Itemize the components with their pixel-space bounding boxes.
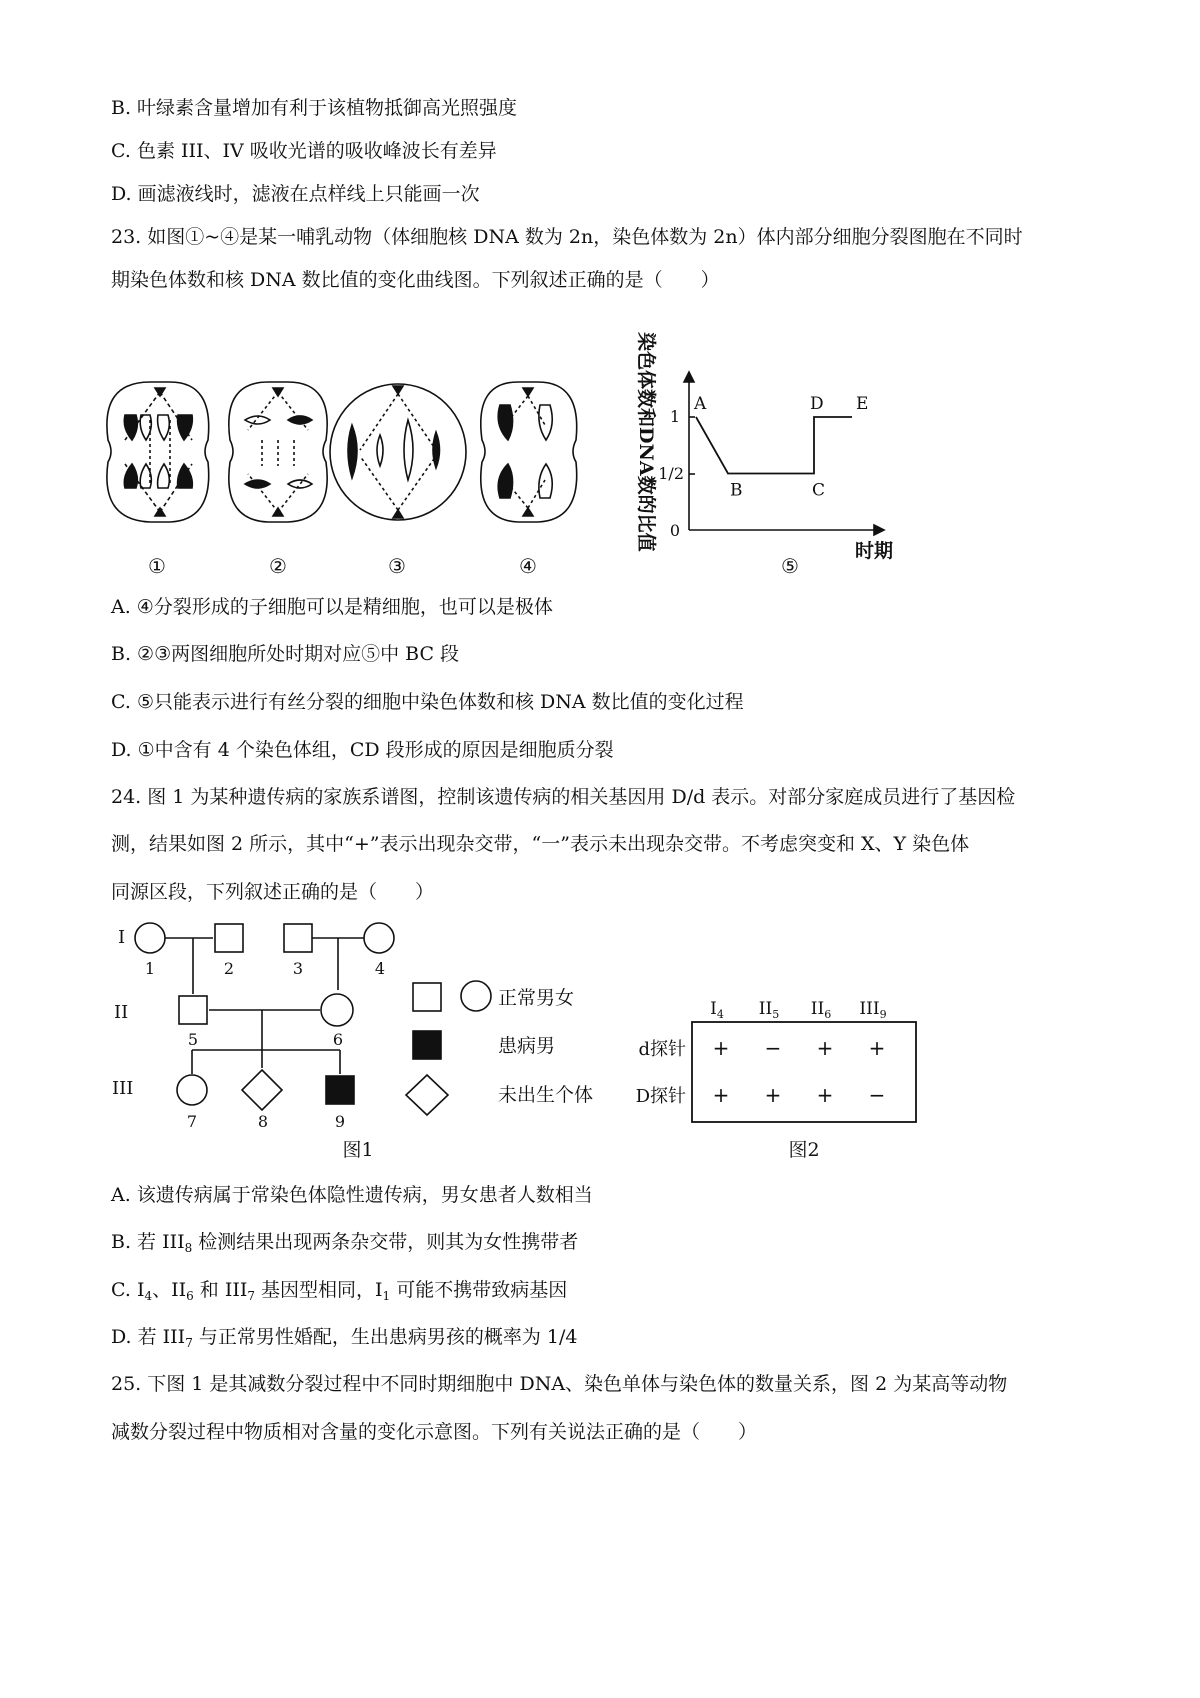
- q23-option-c: C. ⑤只能表示进行有丝分裂的细胞中染色体数和核 DNA 数比值的变化过程: [111, 691, 744, 713]
- probe-cell-0-0: +: [712, 1036, 730, 1060]
- pedigree-number-2: 2: [223, 959, 235, 978]
- pedigree-number-4: 4: [374, 959, 386, 978]
- probe-cell-1-2: +: [816, 1083, 834, 1107]
- generation-label-2: II: [114, 1002, 129, 1023]
- generation-label-3: III: [112, 1078, 134, 1099]
- cell-diagram-1: [107, 382, 209, 522]
- q25-stem-line1: 25. 下图 1 是其减数分裂过程中不同时期细胞中 DNA、染色单体与染色体的数量关系，图 2 为某高等动物: [111, 1373, 1008, 1395]
- graph-point-label-B: B: [730, 480, 743, 501]
- probe-col-header-2: $II_6$: [810, 999, 832, 1021]
- legend-normal-male-icon: [413, 983, 441, 1011]
- legend-affected-label: 患病男: [498, 1035, 556, 1057]
- graph-axes: [684, 372, 884, 535]
- probe-cell-0-2: +: [816, 1036, 834, 1060]
- graph-series-line: [696, 417, 852, 474]
- q22-option-d: D. 画滤液线时，滤液在点样线上只能画一次: [111, 183, 480, 205]
- q23-option-d: D. ①中含有 4 个染色体组，CD 段形成的原因是细胞质分裂: [111, 739, 614, 761]
- graph-ylabel: 染色体数和DNA数的比值: [635, 332, 657, 552]
- pedigree-individual-4: [364, 923, 394, 953]
- graph-label: ⑤: [781, 554, 799, 578]
- figure1-caption: 图1: [342, 1139, 374, 1161]
- q24-option-c: C. $I_4$、$II_6$ 和 $III_7$ 基因型相同，$I_1$ 可能不携带致病基因: [111, 1279, 568, 1303]
- q24-stem-line3: 同源区段，下列叙述正确的是（ ）: [111, 881, 435, 903]
- probe-cell-0-1: −: [764, 1036, 782, 1060]
- pedigree-individual-3: [284, 924, 312, 952]
- probe-row-label-0: d探针: [638, 1039, 686, 1060]
- graph-xlabel: 时期: [855, 540, 894, 562]
- graph-ytick-half: 1/2: [658, 464, 684, 483]
- probe-cell-0-3: +: [868, 1036, 886, 1060]
- q23-stem-line1: 23. 如图①~④是某一哺乳动物（体细胞核 DNA 数为 2n，染色体数为 2n）体内部分细胞分裂图胞在不同时: [111, 226, 1023, 248]
- legend-normal-female-icon: [461, 981, 491, 1011]
- pedigree-number-8: 8: [257, 1112, 269, 1131]
- probe-cell-1-1: +: [764, 1083, 782, 1107]
- q24-stem-line2: 测，结果如图 2 所示，其中“+”表示出现杂交带，“一”表示未出现杂交带。不考虑突变和 X、Y 染色体: [111, 833, 970, 855]
- graph-ytick-1: 1: [669, 407, 680, 426]
- cell-label-3: ③: [388, 554, 406, 578]
- cell-diagram-2: [229, 382, 327, 522]
- pedigree-individual-9: [326, 1076, 354, 1104]
- legend-unborn-label: 未出生个体: [498, 1084, 594, 1106]
- pedigree-number-1: 1: [144, 959, 156, 978]
- cell-label-2: ②: [269, 554, 287, 578]
- graph-point-label-E: E: [856, 394, 869, 414]
- q24-stem-line1: 24. 图 1 为某种遗传病的家族系谱图，控制该遗传病的相关基因用 D/d 表示。对部分家庭成员进行了基因检: [111, 786, 1016, 808]
- cell-label-4: ④: [519, 554, 537, 578]
- probe-col-header-1: $II_5$: [758, 999, 780, 1021]
- graph-point-label-C: C: [812, 480, 826, 501]
- cell-label-1: ①: [148, 554, 166, 578]
- q25-stem-line2: 减数分裂过程中物质相对含量的变化示意图。下列有关说法正确的是（ ）: [111, 1421, 758, 1443]
- q22-option-c: C. 色素 III、IV 吸收光谱的吸收峰波长有差异: [111, 140, 497, 162]
- legend-normal-label: 正常男女: [498, 987, 575, 1009]
- q24-option-b: B. 若 $III_8$ 检测结果出现两条杂交带，则其为女性携带者: [111, 1231, 579, 1255]
- probe-col-header-0: $I_4$: [710, 999, 724, 1021]
- graph-point-label-A: A: [694, 394, 707, 414]
- pedigree-individual-7: [177, 1075, 207, 1105]
- cell-diagram-3: [330, 384, 466, 520]
- q23-figure: [0, 300, 1200, 580]
- probe-cell-1-3: −: [868, 1083, 886, 1107]
- pedigree-individual-2: [215, 924, 243, 952]
- q24-option-a: A. 该遗传病属于常染色体隐性遗传病，男女患者人数相当: [111, 1184, 593, 1206]
- cell-diagram-4: [481, 382, 577, 522]
- probe-col-header-3: $III_9$: [859, 999, 887, 1021]
- pedigree-individual-8: [242, 1070, 282, 1110]
- graph-ytick-0: 0: [669, 521, 680, 540]
- legend-unborn-icon: [406, 1075, 448, 1115]
- generation-label-1: I: [118, 927, 126, 948]
- graph-point-label-D: D: [810, 394, 824, 414]
- q23-option-b: B. ②③两图细胞所处时期对应⑤中 BC 段: [111, 643, 460, 665]
- pedigree-individual-6: [321, 994, 353, 1026]
- q24-option-d: D. 若 $III_7$ 与正常男性婚配，生出患病男孩的概率为 1/4: [111, 1326, 578, 1350]
- q22-option-b: B. 叶绿素含量增加有利于该植物抵御高光照强度: [111, 97, 518, 119]
- probe-cell-1-0: +: [712, 1083, 730, 1107]
- probe-row-label-1: D探针: [635, 1086, 686, 1107]
- pedigree-number-3: 3: [292, 959, 304, 978]
- pedigree-number-9: 9: [334, 1112, 346, 1131]
- q23-stem-line2: 期染色体数和核 DNA 数比值的变化曲线图。下列叙述正确的是（ ）: [111, 269, 720, 291]
- q24-figure: [0, 910, 1200, 1170]
- pedigree-number-5: 5: [187, 1030, 199, 1049]
- figure2-caption: 图2: [788, 1139, 820, 1161]
- pedigree-individual-1: [135, 923, 165, 953]
- pedigree-individual-5: [179, 996, 207, 1024]
- pedigree-number-7: 7: [186, 1112, 198, 1131]
- legend-affected-male-icon: [413, 1031, 441, 1059]
- pedigree-number-6: 6: [332, 1030, 344, 1049]
- q23-option-a: A. ④分裂形成的子细胞可以是精细胞，也可以是极体: [111, 596, 553, 618]
